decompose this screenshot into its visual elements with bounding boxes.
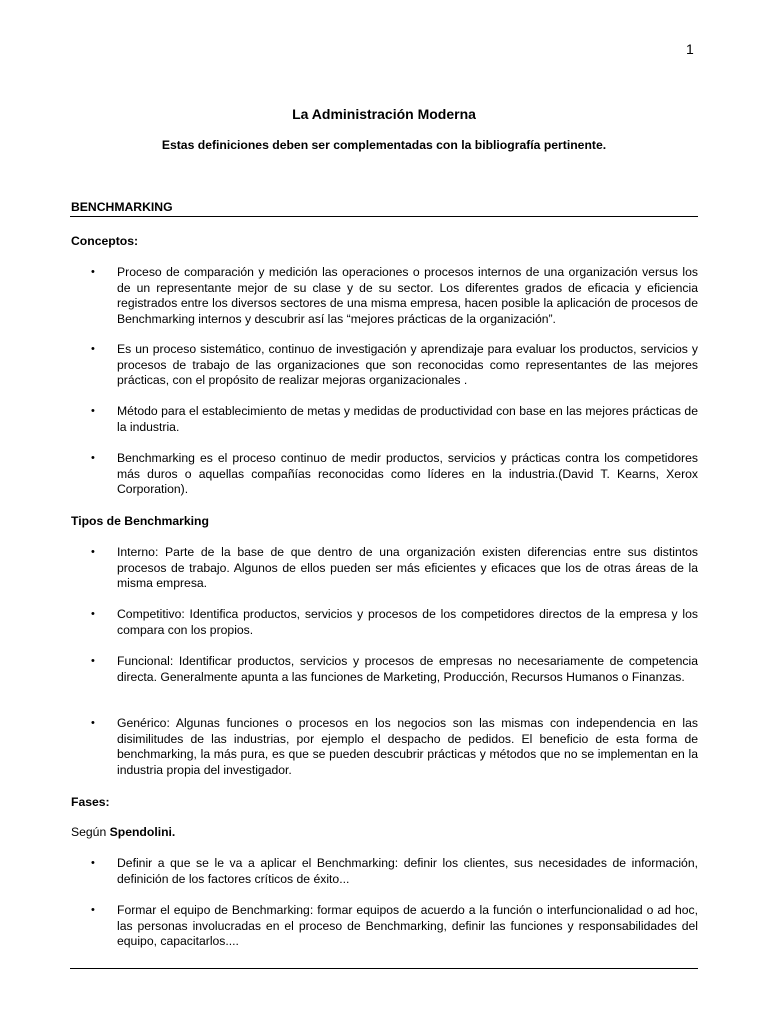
list-item-text: Es un proceso sistemático, continuo de investigación y aprendizaje para evaluar los productos, servicios y procesos de trabajo de las organizaciones que son reconocidas como representantes de las mejores prácticas, con el propósito de realizar mejoras organizacionales . xyxy=(117,342,698,388)
list-item xyxy=(71,451,698,498)
bullet-icon: • xyxy=(91,546,95,558)
tipos-heading: Tipos de Benchmarking xyxy=(71,514,209,528)
bullet-icon: • xyxy=(91,266,95,278)
bullet-icon: • xyxy=(91,717,95,729)
list-item xyxy=(71,903,698,950)
list-item xyxy=(71,856,698,887)
list-item-text: Formar el equipo de Benchmarking: formar equipos de acuerdo a la función o interfuncionalidad o ad hoc, las personas involucradas en el proceso de Benchmarking, definir las funciones y responsabilidades del equipo, capacitarlos.... xyxy=(117,903,698,949)
list-item-text: Benchmarking es el proceso continuo de medir productos, servicios y prácticas contra los competidores más duros o aquellas compañías reconocidas como líderes en la industria.(David T. Kearns, Xerox Corporation). xyxy=(117,451,698,497)
fases-source-author: Spendolini. xyxy=(109,825,176,839)
footer-divider xyxy=(70,968,698,969)
list-item xyxy=(71,716,698,778)
conceptos-heading: Conceptos: xyxy=(71,234,139,248)
list-item-text: Genérico: Algunas funciones o procesos en los negocios son las mismas con independencia en las disimilitudes de las industrias, por ejemplo el despacho de pedidos. El beneficio de esta forma de benchmarking, la más pura, es que se pueden descubrir prácticas y métodos que no se implementan en la industria propia del investigador. xyxy=(117,716,698,777)
fases-heading: Fases: xyxy=(71,795,110,809)
document-subtitle: Estas definiciones deben ser complementadas con la bibliografía pertinente. xyxy=(161,138,607,152)
list-item-text: Competitivo: Identifica productos, servicios y procesos de los competidores directos de la empresa y los compara con los propios. xyxy=(117,607,698,637)
fases-source-prefix: Según xyxy=(71,825,110,839)
page-number: 1 xyxy=(686,41,694,57)
list-item-text: Proceso de comparación y medición las operaciones o procesos internos de una organización versus los de un representante mejor de su clase y de su sector. Los diferentes grados de eficacia y eficiencia registrados entre los diversos sectores de una misma empresa, hacen posible la aplicación de procesos de Benchmarking internos y descubrir así las “mejores prácticas de la organización”. xyxy=(117,265,698,326)
bullet-icon: • xyxy=(91,904,95,916)
bullet-icon: • xyxy=(91,405,95,417)
list-item xyxy=(71,545,698,592)
document-title: La Administración Moderna xyxy=(292,106,476,122)
bullet-icon: • xyxy=(91,857,95,869)
list-item xyxy=(71,654,698,685)
list-item-text: Definir a que se le va a aplicar el Benchmarking: definir los clientes, sus necesidades de información, definición de los factores críticos de éxito... xyxy=(117,856,698,886)
bullet-icon: • xyxy=(91,655,95,667)
list-item xyxy=(71,607,698,638)
bullet-icon: • xyxy=(91,608,95,620)
list-item-text: Interno: Parte de la base de que dentro de una organización existen diferencias entre sus distintos procesos de trabajo. Algunos de ellos pueden ser más eficientes y eficaces que los de otras áreas de la misma empresa. xyxy=(117,545,698,591)
bullet-icon: • xyxy=(91,343,95,355)
list-item xyxy=(71,342,698,389)
list-item xyxy=(71,265,698,327)
section-divider xyxy=(70,216,698,217)
section-title: BENCHMARKING xyxy=(71,200,173,214)
bullet-icon: • xyxy=(91,452,95,464)
fases-source xyxy=(71,825,175,839)
list-item xyxy=(71,404,698,435)
list-item-text: Funcional: Identificar productos, servicios y procesos de empresas no necesariamente de competencia directa. Generalmente apunta a las funciones de Marketing, Producción, Recursos Humanos o Finanzas. xyxy=(117,654,698,684)
list-item-text: Método para el establecimiento de metas y medidas de productividad con base en las mejores prácticas de la industria. xyxy=(117,404,698,434)
